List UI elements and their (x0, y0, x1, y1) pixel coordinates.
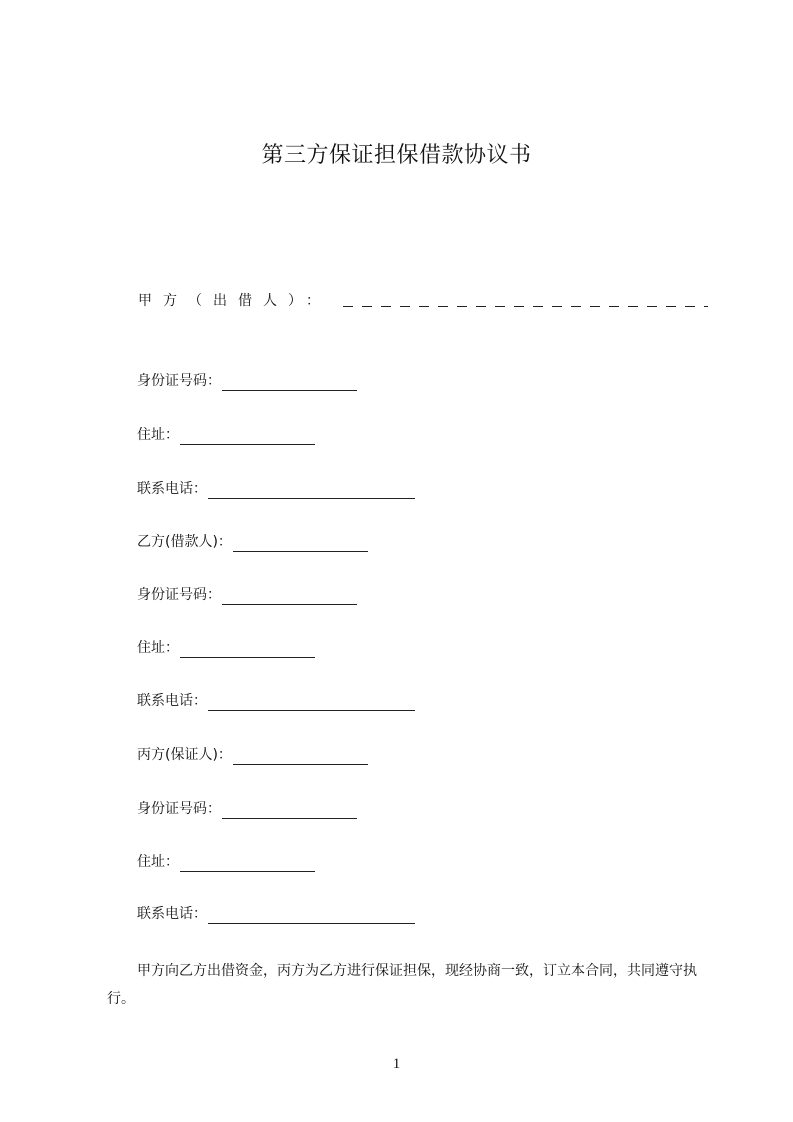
field-label: 身份证号码： (137, 801, 221, 817)
party-b-address-row (137, 638, 315, 658)
party-c-id-blank[interactable] (222, 801, 357, 819)
party-c-phone-blank[interactable] (208, 906, 415, 924)
party-c-address-row (137, 852, 315, 872)
party-b-row (137, 532, 368, 552)
field-label: 住址： (137, 854, 179, 870)
field-label: 乙方(借款人)： (137, 534, 232, 550)
field-label: 身份证号码： (137, 373, 221, 389)
party-b-id-row (137, 585, 357, 605)
party-a-label: 甲方（出借人）： (138, 293, 331, 309)
field-label: 联系电话： (137, 906, 207, 922)
field-label: 丙方(保证人)： (137, 747, 232, 763)
party-c-phone-row (137, 904, 415, 924)
document-title: 第三方保证担保借款协议书 (261, 143, 532, 168)
field-label: 住址： (137, 427, 179, 443)
field-label: 联系电话： (137, 481, 207, 497)
party-a-line (138, 291, 708, 311)
party-a-id-blank[interactable] (222, 373, 357, 391)
party-b-id-blank[interactable] (222, 587, 357, 605)
party-c-row (137, 745, 368, 765)
party-b-phone-row (137, 691, 415, 711)
field-label: 身份证号码： (137, 587, 221, 603)
party-a-phone-row (137, 479, 415, 499)
page-number: 1 (392, 1056, 401, 1072)
party-c-address-blank[interactable] (180, 854, 315, 872)
agreement-paragraph: 甲方向乙方出借资金，丙方为乙方进行保证担保，现经协商一致，订立本合同，共同遵守执行。 (107, 963, 697, 1007)
party-b-name-blank[interactable] (233, 534, 368, 552)
party-c-name-blank[interactable] (233, 747, 368, 765)
party-a-blank[interactable] (343, 291, 708, 311)
party-b-address-blank[interactable] (180, 640, 315, 658)
party-a-phone-blank[interactable] (208, 481, 415, 499)
field-label: 联系电话： (137, 693, 207, 709)
party-a-id-row (137, 371, 357, 391)
party-a-address-row (137, 425, 315, 445)
party-b-phone-blank[interactable] (208, 693, 415, 711)
party-a-address-blank[interactable] (180, 427, 315, 445)
party-c-id-row (137, 799, 357, 819)
field-label: 住址： (137, 640, 179, 656)
